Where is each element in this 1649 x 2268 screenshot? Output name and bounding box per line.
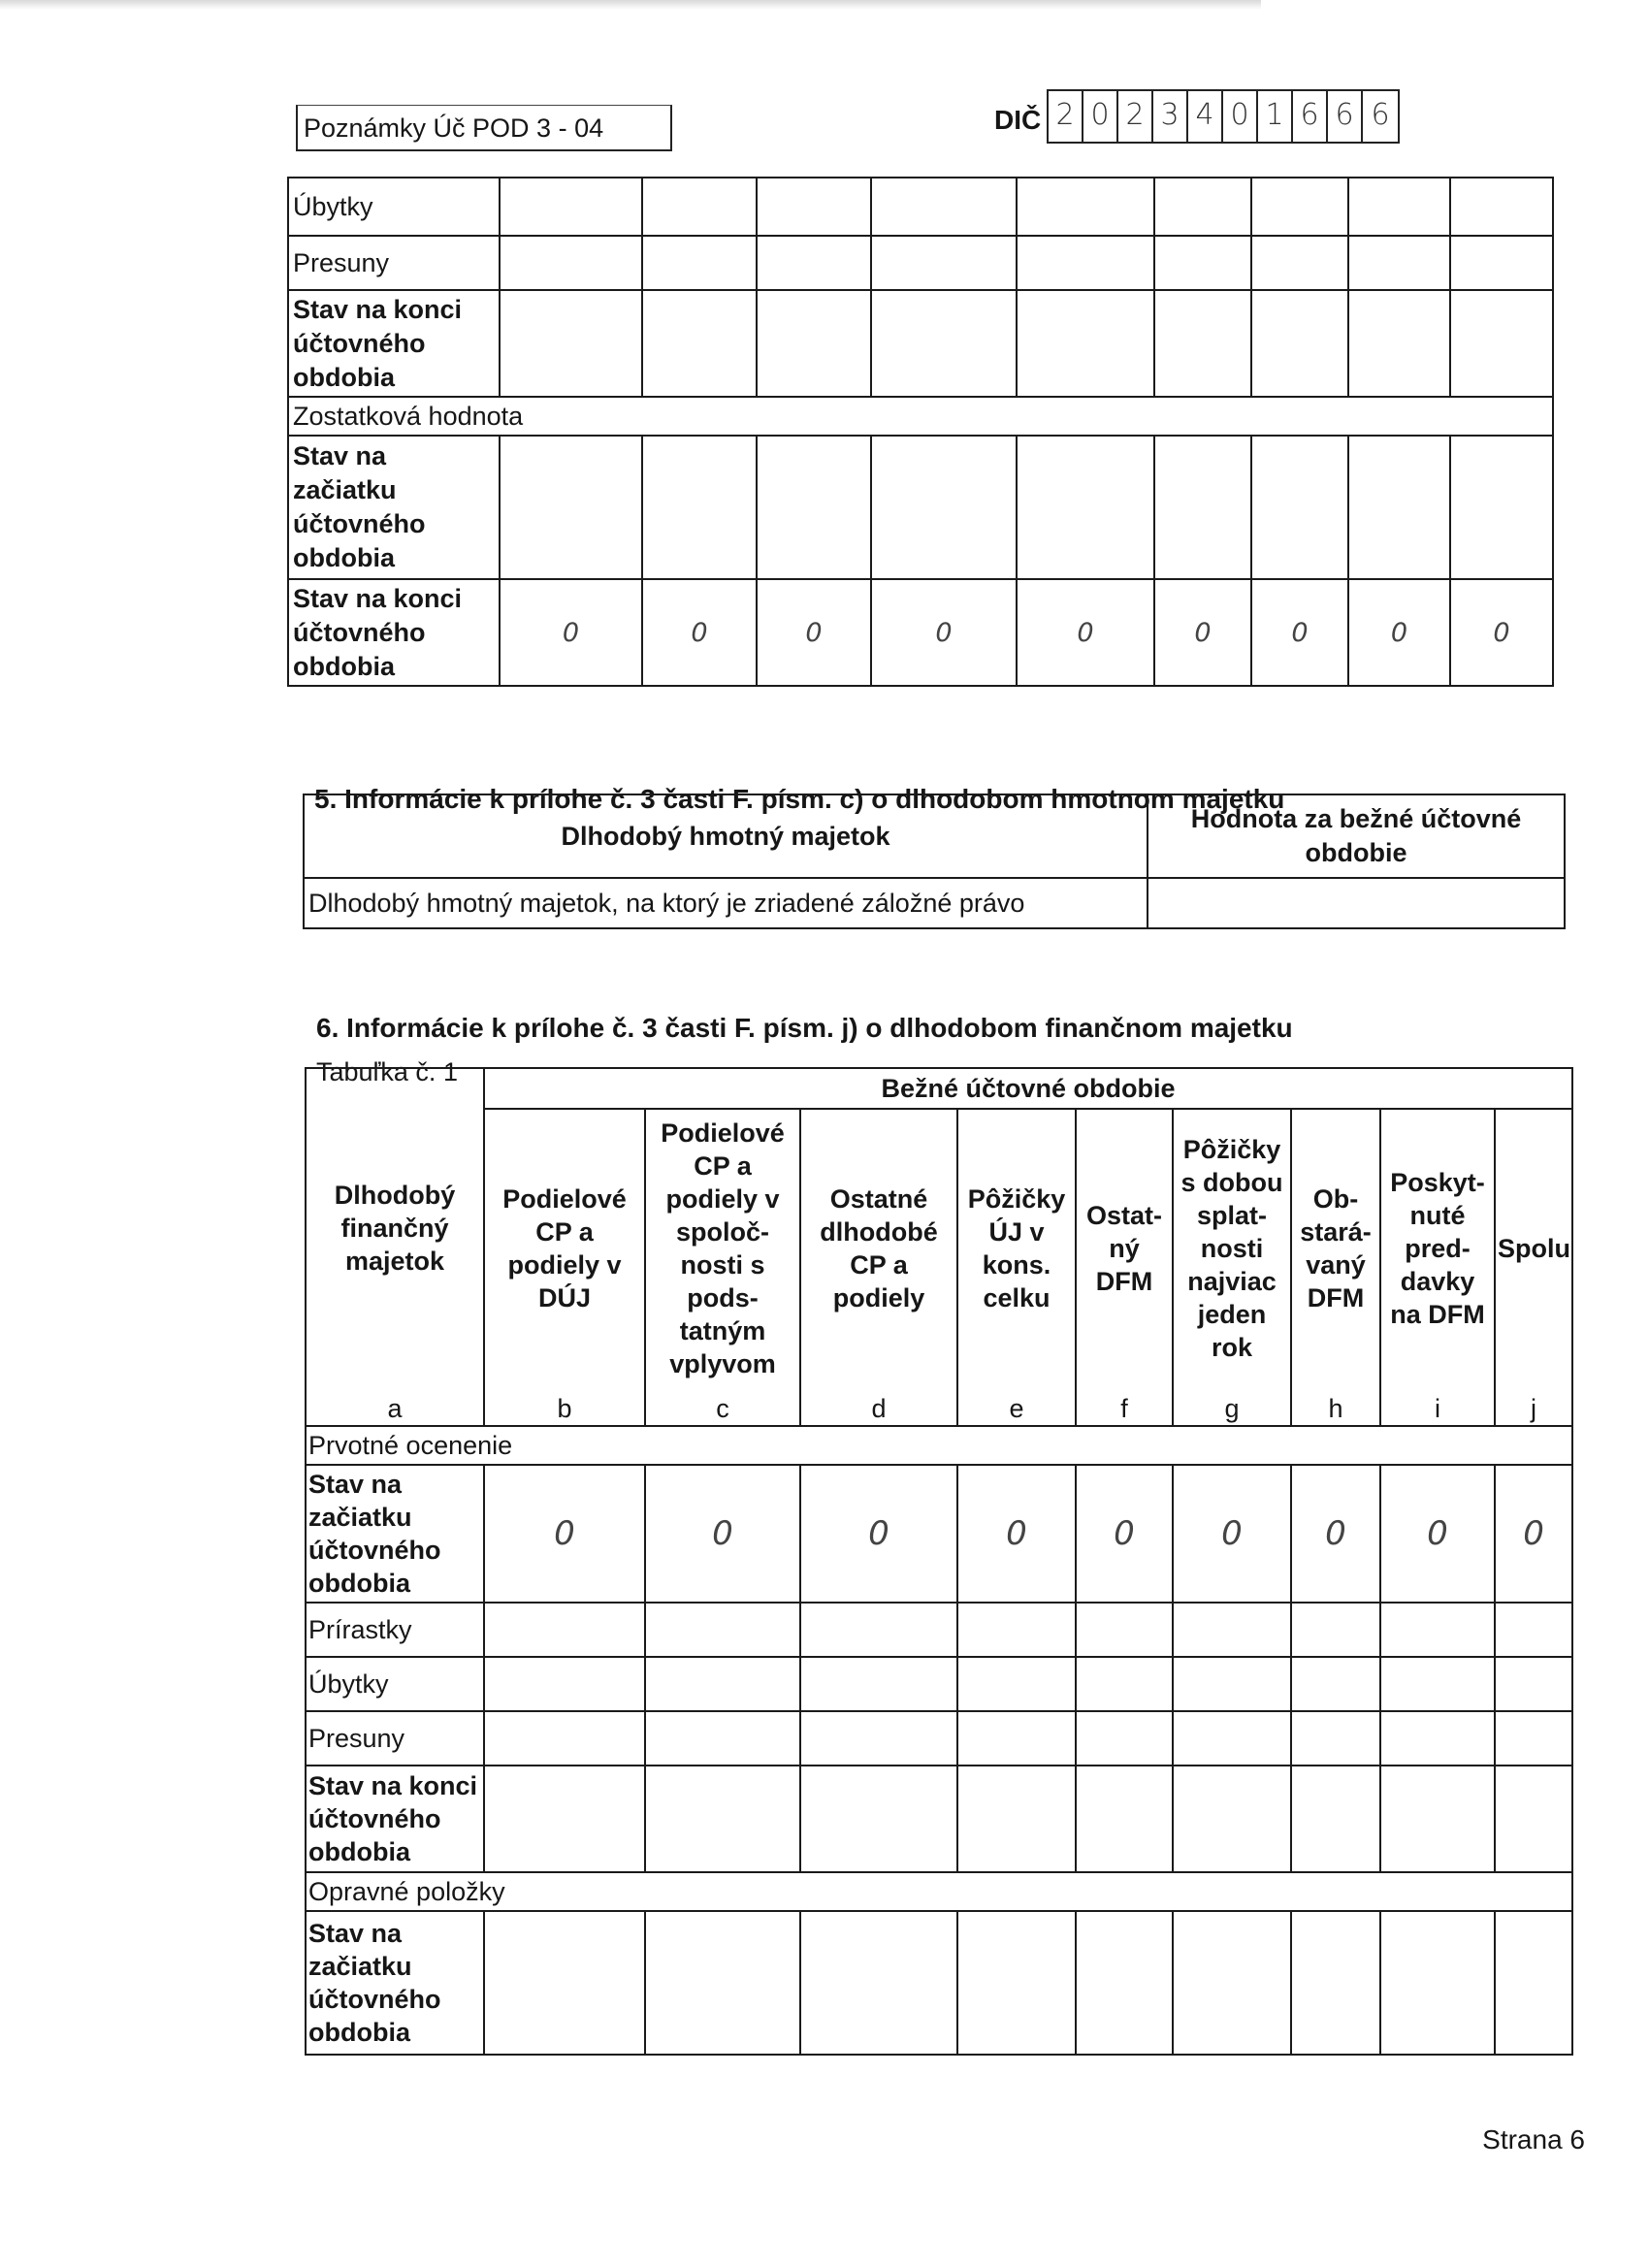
section6-subtitle: Tabuľka č. 1: [316, 1057, 458, 1086]
table-cell: [1173, 1766, 1291, 1872]
table-cell: [1380, 1711, 1495, 1766]
table-cell: [1251, 178, 1348, 236]
dic-label: DIČ: [994, 105, 1042, 135]
table-cell: [757, 178, 871, 236]
table-cell: [957, 1603, 1076, 1657]
dic-digit-box: 4: [1188, 91, 1223, 142]
table-cell: [1348, 178, 1450, 236]
column-header: Spolu: [1495, 1109, 1572, 1386]
table-cell: [1495, 1603, 1572, 1657]
column-header: Podielové CP a podiely v spoloč- nosti s pods- tatným vplyvom: [645, 1109, 800, 1386]
table-cell: [871, 436, 1017, 579]
table-cell: [484, 1766, 645, 1872]
dic-digit-box: 1: [1258, 91, 1293, 142]
table-cell: [1291, 1657, 1380, 1711]
table-cell: [1495, 1657, 1572, 1711]
table-cell: [957, 1766, 1076, 1872]
table-cell: [642, 178, 757, 236]
column-letter: i: [1380, 1386, 1495, 1426]
row-label: Stav na konci účtovného obdobia: [288, 579, 500, 686]
table-cell: [484, 1911, 645, 2055]
column-letter: a: [306, 1386, 484, 1426]
table-row: [288, 178, 1553, 236]
table-cell: 0: [800, 1465, 957, 1603]
table-cell: [1154, 436, 1251, 579]
table-cell: [1380, 1603, 1495, 1657]
table-row: [288, 290, 1553, 397]
table-cell: [645, 1603, 800, 1657]
table-cell: [1017, 178, 1154, 236]
table-cell: [484, 1603, 645, 1657]
row-label: Presuny: [306, 1711, 484, 1766]
table-cell: [1251, 236, 1348, 290]
table-cell: [1495, 1711, 1572, 1766]
column-header: Pôžičky s dobou splat- nosti najviac jeden rok: [1173, 1109, 1291, 1386]
table-cell: [1291, 1911, 1380, 2055]
table-cell: [1076, 1711, 1173, 1766]
table-cell: 0: [500, 579, 642, 686]
table-row: [306, 1657, 1572, 1711]
column-header: Podielové CP a podiely v DÚJ: [484, 1109, 645, 1386]
dic-digit-box: 0: [1223, 91, 1258, 142]
dic-digit-box: 2: [1118, 91, 1153, 142]
table-cell: [1154, 290, 1251, 397]
row-label: Stav na začiatku účtovného obdobia: [306, 1465, 484, 1603]
section5-table: [303, 794, 1566, 929]
table-row: [288, 236, 1553, 290]
table-cell: 0: [1251, 579, 1348, 686]
form-label: Poznámky Úč POD 3 - 04: [304, 113, 604, 143]
group-label: Zostatková hodnota: [288, 397, 1553, 436]
section5-title: 5. Informácie k prílohe č. 3 časti F. písm. c) o dlhodobom hmotnom majetku: [314, 784, 1285, 814]
table-row: [306, 1426, 1572, 1465]
table-cell: [871, 236, 1017, 290]
table-cell: [645, 1766, 800, 1872]
column-letter: f: [1076, 1386, 1173, 1426]
group-label: Prvotné ocenenie: [306, 1426, 1572, 1465]
table-cell: 0: [1495, 1465, 1572, 1603]
table-cell: [757, 436, 871, 579]
table-cell: [957, 1711, 1076, 1766]
table-cell: [642, 236, 757, 290]
column-header: Pôžičky ÚJ v kons. celku: [957, 1109, 1076, 1386]
table-cell: [642, 290, 757, 397]
column-header: Dlhodobý finančný majetok: [306, 1068, 484, 1386]
table-cell: [800, 1711, 957, 1766]
table-row: [288, 436, 1553, 579]
column-letter: b: [484, 1386, 645, 1426]
row-label: Úbytky: [306, 1657, 484, 1711]
table-cell: [1348, 436, 1450, 579]
column-letter: g: [1173, 1386, 1291, 1426]
group-label: Opravné položky: [306, 1872, 1572, 1911]
table-cell: [1348, 236, 1450, 290]
table-cell: [1450, 290, 1553, 397]
table-cell: 0: [1380, 1465, 1495, 1603]
table-cell: [1173, 1911, 1291, 2055]
dic-digit-box: 6: [1371, 98, 1390, 132]
table-cell: 0: [642, 579, 757, 686]
section6-title: 6. Informácie k prílohe č. 3 časti F. písm. j) o dlhodobom finančnom majetku: [316, 1013, 1293, 1043]
table-cell: [1495, 1766, 1572, 1872]
row-label: Prírastky: [306, 1603, 484, 1657]
table-cell: 0: [645, 1465, 800, 1603]
table-cell: [1291, 1766, 1380, 1872]
section5-row-label: Dlhodobý hmotný majetok, na ktorý je zriadené záložné právo: [304, 878, 1148, 928]
row-label: Úbytky: [288, 178, 500, 236]
row-label: Presuny: [288, 236, 500, 290]
section5-col-value: Hodnota za bežné účtovné obdobie: [1148, 794, 1565, 878]
table-cell: [800, 1657, 957, 1711]
table-cell: 0: [1450, 579, 1553, 686]
column-letter: h: [1291, 1386, 1380, 1426]
table-cell: [1173, 1711, 1291, 1766]
table-cell: [484, 1657, 645, 1711]
table-cell: [1291, 1711, 1380, 1766]
period-header: Bežné účtovné obdobie: [484, 1068, 1572, 1109]
table-cell: [645, 1711, 800, 1766]
table-cell: [1154, 236, 1251, 290]
row-label: Stav na začiatku účtovného obdobia: [288, 436, 500, 579]
table-cell: [645, 1911, 800, 2055]
table-cell: [1291, 1603, 1380, 1657]
table-cell: [871, 178, 1017, 236]
table-cell: [800, 1766, 957, 1872]
form-label-box: [296, 105, 672, 151]
column-header: Ob- stará- vaný DFM: [1291, 1109, 1380, 1386]
column-header: Ostat- ný DFM: [1076, 1109, 1173, 1386]
table-cell: [642, 436, 757, 579]
table-cell: [1450, 236, 1553, 290]
table-cell: [1017, 436, 1154, 579]
table-cell: [1076, 1657, 1173, 1711]
table-cell: 0: [757, 579, 871, 686]
table-row: [306, 1465, 1572, 1603]
table-cell: [800, 1603, 957, 1657]
table-cell: [1173, 1657, 1291, 1711]
table-cell: [871, 290, 1017, 397]
table-cell: [500, 436, 642, 579]
table-cell: [500, 290, 642, 397]
table-cell: 0: [484, 1465, 645, 1603]
table-cell: [1076, 1766, 1173, 1872]
table-cell: [1380, 1657, 1495, 1711]
table-cell: [957, 1911, 1076, 2055]
table-cell: [1380, 1911, 1495, 2055]
table-cell: [957, 1657, 1076, 1711]
table-cell: 0: [957, 1465, 1076, 1603]
top-table: [287, 177, 1554, 687]
dic-digit-box: 2: [1049, 91, 1083, 142]
table-cell: [1450, 178, 1553, 236]
table-cell: [484, 1711, 645, 1766]
table-cell: 0: [1154, 579, 1251, 686]
table-cell: [1348, 290, 1450, 397]
row-label: Stav na konci účtovného obdobia: [306, 1766, 484, 1872]
table-cell: 0: [1291, 1465, 1380, 1603]
table-row: [306, 1872, 1572, 1911]
table-cell: [645, 1657, 800, 1711]
table-cell: [800, 1911, 957, 2055]
table-cell: [1017, 290, 1154, 397]
column-header: Ostatné dlhodobé CP a podiely: [800, 1109, 957, 1386]
column-letter: j: [1495, 1386, 1572, 1426]
section5-value-cell: [1148, 878, 1565, 928]
table-cell: [1017, 236, 1154, 290]
dic-digit-box: 3: [1153, 91, 1188, 142]
table-cell: [1076, 1603, 1173, 1657]
table-cell: [757, 236, 871, 290]
table-cell: [500, 236, 642, 290]
table-cell: [1251, 436, 1348, 579]
table-cell: [1076, 1911, 1173, 2055]
table-cell: 0: [1173, 1465, 1291, 1603]
row-label: Stav na začiatku účtovného obdobia: [306, 1911, 484, 2055]
table-row: [306, 1911, 1572, 2055]
table-row: [306, 1711, 1572, 1766]
table-cell: 0: [1348, 579, 1450, 686]
dic-field: [1047, 89, 1400, 144]
table-cell: 0: [871, 579, 1017, 686]
table-row: [288, 579, 1553, 686]
table-cell: [1251, 290, 1348, 397]
table-cell: [1380, 1766, 1495, 1872]
table-cell: [1154, 178, 1251, 236]
table-cell: [1450, 436, 1553, 579]
row-label: Stav na konci účtovného obdobia: [288, 290, 500, 397]
table-cell: [500, 178, 642, 236]
column-header: Poskyt- nuté pred- davky na DFM: [1380, 1109, 1495, 1386]
column-letter: d: [800, 1386, 957, 1426]
column-letter: c: [645, 1386, 800, 1426]
dic-digit-box: 6: [1293, 91, 1328, 142]
column-letter: e: [957, 1386, 1076, 1426]
table-cell: [1495, 1911, 1572, 2055]
table-cell: [1173, 1603, 1291, 1657]
table-row: [306, 1603, 1572, 1657]
table-cell: 0: [1076, 1465, 1173, 1603]
table-row: [288, 397, 1553, 436]
table-cell: 0: [1017, 579, 1154, 686]
scan-edge: [0, 0, 1261, 10]
page-number: Strana 6: [1482, 2124, 1585, 2155]
table-row: [306, 1766, 1572, 1872]
table-cell: [757, 290, 871, 397]
dic-digit-box: 0: [1083, 91, 1118, 142]
section6-table: [305, 1067, 1573, 2056]
section5-col-asset: Dlhodobý hmotný majetok: [304, 794, 1148, 878]
dic-digit-box: 6: [1328, 91, 1363, 142]
